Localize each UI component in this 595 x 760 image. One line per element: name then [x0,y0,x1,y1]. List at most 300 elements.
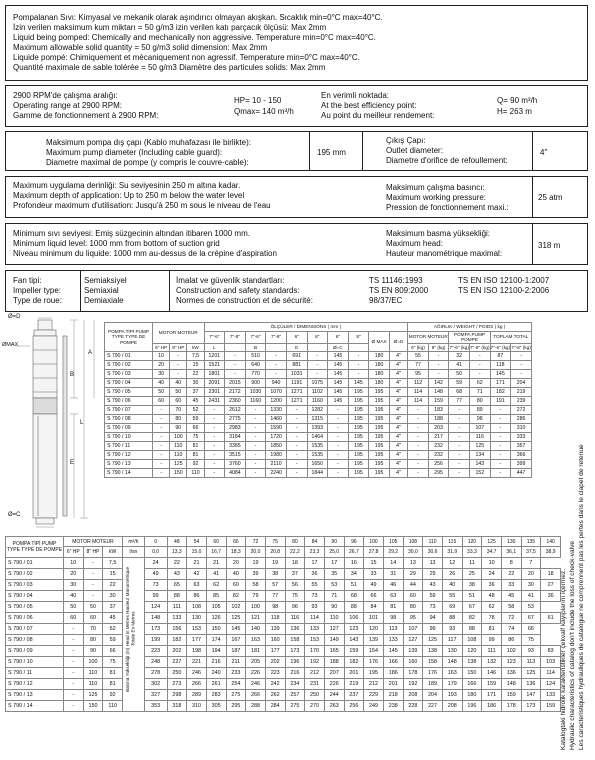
head-value-cell: 22 [167,557,187,568]
dim-letter-1 [225,343,246,352]
head-value-cell: 212 [364,678,384,689]
table-cell: 333 [511,433,532,442]
head-value-cell: 148 [501,678,521,689]
head-value-cell: 44 [403,579,423,590]
head-value-cell: 111 [482,645,502,656]
head-value-cell: 42 [187,568,207,579]
head-value-cell: 187 [226,645,246,656]
table-row [6,612,561,623]
head-value-cell: 139 [265,623,285,634]
table-cell: 195 [348,388,369,397]
head-value-cell: 310 [187,700,207,711]
table-cell: - [328,469,349,478]
head-value-cell: 288 [246,700,266,711]
head-value-cell: 22 [501,568,521,579]
flow-m3h-header: 84 [305,537,325,547]
drawing-l-label: L [80,420,84,426]
table-cell: 145 [328,379,349,388]
table-cell: - [328,406,349,415]
flow-ls-header: 37,5 [521,547,541,557]
head-value-cell: 145 [226,623,246,634]
table-cell: 77 [408,361,429,370]
table-cell: 20 [153,361,170,370]
head-value-cell: 114 [305,612,325,623]
head-value-cell: 90 [324,601,344,612]
motor-cell: 150 [83,700,103,711]
dimensions-table-body [105,352,532,478]
table-cell: 191 [490,397,511,406]
dim-sub-2: 7"-6" [245,331,266,343]
weight-sub-3: 7"-8" (kg) [469,343,490,352]
head-value-cell: 113 [383,623,403,634]
head-value-cell: 20 [521,568,541,579]
head-value-cell: 167 [226,634,246,645]
head-value-cell: 33 [501,579,521,590]
head-value-cell: 73 [305,590,325,601]
table-cell: 4" [389,388,407,397]
head-value-cell: 178 [501,700,521,711]
flow-m3h-header: 54 [187,537,207,547]
table-cell: 203 [428,424,449,433]
head-value-cell: 78 [482,612,502,623]
flow-m3h-header: 90 [324,537,344,547]
head-value-cell: 95 [403,612,423,623]
head-value-cell: 177 [187,634,207,645]
flow-ls-header: 30,0 [403,547,423,557]
table-cell: 4" [389,433,407,442]
head-value-cell: 61 [541,612,561,623]
head-value-cell: 100 [246,601,266,612]
pump-model-cell: S 790 / 13 [6,689,64,700]
head-value-cell: 118 [265,612,285,623]
diameter-value: 195 mm [317,148,346,157]
table-cell: 1315 [307,415,328,424]
table-cell: - [469,370,490,379]
table-cell: - [449,433,470,442]
table-cell: - [348,361,369,370]
flow-m3h-header: 120 [462,537,482,547]
table-cell: - [307,370,328,379]
table-cell: 15 [187,361,204,370]
head-value-cell: 124 [144,601,167,612]
table-cell: 1075 [307,379,328,388]
flow-ls-header: 36,1 [501,547,521,557]
table-row [6,645,561,656]
table-cell: - [245,433,266,442]
head-value-cell: 98 [265,601,285,612]
head-value-cell: 38 [462,579,482,590]
table-cell: - [204,469,225,478]
flow-ls-header: 34,7 [482,547,502,557]
head-value-cell: 62 [206,579,226,590]
motor-cell: 110 [83,678,103,689]
table-cell: - [408,442,429,451]
table-cell: 180 [369,361,390,370]
head-value-cell: 153 [305,634,325,645]
head-value-cell: 221 [187,656,207,667]
table-cell: 195 [369,469,390,478]
motor-cell: - [63,634,83,645]
head-value-cell: 85 [206,590,226,601]
table-cell: - [170,352,187,361]
table-cell: 272 [511,406,532,415]
table-cell: - [153,469,170,478]
table-cell: - [204,415,225,424]
head-value-cell: 171 [482,689,502,700]
table-row [6,634,561,645]
table-cell: 92 [187,460,204,469]
table-cell: 4" [389,352,407,361]
head-value-cell: 71 [324,590,344,601]
pump-model-cell: S 790 / 11 [6,667,64,678]
head-value-cell: 68 [344,590,364,601]
table-row [105,460,532,469]
table-cell: 357 [511,442,532,451]
head-value-cell: 40 [442,579,462,590]
flow-m3h-header: 80 [285,537,305,547]
table-cell: 80 [170,415,187,424]
head-value-cell: 63 [187,579,207,590]
flow-ls-header: 16,7 [206,547,226,557]
table-cell: 30 [187,379,204,388]
table-row [105,388,532,397]
dim-header-total-weight: TOPLAM TOTAL [490,331,531,343]
table-cell: 87 [490,352,511,361]
table-cell: 3184 [225,433,246,442]
head-value-cell: 138 [462,656,482,667]
table-cell: 2775 [225,415,246,424]
table-cell: 188 [428,415,449,424]
motor-cell: 52 [103,623,123,634]
table-cell: - [348,370,369,379]
head-value-cell: 223 [265,667,285,678]
head-value-cell: 86 [187,590,207,601]
pump-model-cell: S 790 / 03 [105,370,153,379]
table-cell: - [266,352,287,361]
head-value-cell: 98 [383,612,403,623]
standard-code-3: 98/37/EC [369,296,403,305]
table-cell: 3385 [225,442,246,451]
table-row [105,451,532,460]
head-value-cell: 59 [423,590,443,601]
head-value-cell: 102 [501,645,521,656]
head-value-cell: 88 [462,623,482,634]
table-cell: - [408,415,429,424]
table-cell: - [153,460,170,469]
motor-cell: 81 [103,667,123,678]
table-cell: - [490,415,511,424]
dim-sub-4: 6" [286,331,307,343]
table-row [105,397,532,406]
table-cell: - [328,433,349,442]
table-cell: - [170,370,187,379]
table-cell: - [266,370,287,379]
table-cell: 145 [328,397,349,406]
table-cell: 142 [428,379,449,388]
table-cell: 180 [369,352,390,361]
table-row [6,700,561,711]
table-cell: - [286,442,307,451]
motor-cell: 10 [63,557,83,568]
table-cell: 90 [170,424,187,433]
head-value-cell: 159 [501,689,521,700]
table-cell: 195 [348,397,369,406]
depth-label-3: Profondeur maximum d'utilisation: Jusqu'à 250 m sous le niveau de l'eau [13,201,271,210]
head-value-cell: 84 [364,601,384,612]
pump-model-cell: S 790 / 07 [6,623,64,634]
table-cell: 195 [369,397,390,406]
dim-header-model: POMPA TİPİ PUMP TYPE TYPE DE POMPE [105,323,153,352]
pump-model-cell: S 790 / 11 [105,442,153,451]
drawing-d-label: Ø=D [8,314,21,320]
flow-m3h-header: 105 [383,537,403,547]
head-value-cell: 94 [423,612,443,623]
table-row [105,469,532,478]
table-cell: - [449,424,470,433]
dim-header-motor-weight: MOTOR MOTEUR [408,331,449,343]
head-value-cell: 182 [167,634,187,645]
head-value-cell: 88 [442,612,462,623]
table-cell: 110 [170,451,187,460]
head-value-cell: 159 [344,645,364,656]
head-value-cell: 19 [265,557,285,568]
table-cell: 1460 [266,415,287,424]
table-cell: - [225,352,246,361]
table-cell: 145 [348,379,369,388]
pump-model-cell: S 790 / 12 [105,451,153,460]
dim-sub-1: 7"-8" [225,331,246,343]
table-cell: 80 [469,397,490,406]
head-value-cell: 199 [144,634,167,645]
head-value-cell: 130 [187,612,207,623]
motor-cell: 90 [83,645,103,656]
best-label-2: At the best efficiency point: [321,101,417,110]
head-value-cell: 133 [305,623,325,634]
drawing-c-label: Ø=C [8,512,21,518]
depth-label-2: Maximum depth of application: Up to 250 m below the water level [13,191,245,200]
table-cell: 2172 [225,388,246,397]
head-value-cell: 192 [403,678,423,689]
weight-sub-0: 6" (kg) [408,343,429,352]
dim-letter-4: E [286,343,307,352]
side-note-tr: Katalogtaki hidrolik karakteristikler çekvalf kayıplarını içermez. [560,568,567,750]
head-value-cell: 226 [324,678,344,689]
pressure-value: 25 atm [538,193,563,202]
table-cell: - [286,433,307,442]
head-value-cell: 283 [206,689,226,700]
head-value-cell: 43 [423,579,443,590]
pressure-label-1: Maksimum çalışma basıncı: [386,183,485,192]
fluid-line-6: Quantité maximale de sable tolérée = 50 g/m3 Diamètre des particules solids: Max 2mm [13,63,326,72]
head-value-cell: 53 [521,601,541,612]
head-value-cell: 192 [305,656,325,667]
table-cell: - [286,415,307,424]
table-cell: 10 [153,352,170,361]
head-value-cell: 194 [206,645,226,656]
head-value-cell: 170 [305,645,325,656]
table-cell: 40 [170,379,187,388]
table-cell: 59 [449,379,470,388]
motor-cell: 110 [103,700,123,711]
table-row [105,379,532,388]
flow-ls-header: 38,9 [541,547,561,557]
standard-code-4: TS EN ISO 12100-1:2007 [458,276,550,285]
head-value-cell: 77 [265,590,285,601]
head-value-cell: 234 [285,678,305,689]
head-value-cell: 39 [246,568,266,579]
head-value-cell: 261 [206,678,226,689]
table-cell: - [490,451,511,460]
head-value-cell: 25 [462,568,482,579]
table-cell: - [328,460,349,469]
dim-header-dimensions: ÖLÇÜLER / DIMENSIONS ( mm ) [204,323,408,332]
table-cell: 2301 [204,388,225,397]
motor-cell: 125 [83,689,103,700]
head-value-cell: 173 [521,700,541,711]
head-value-cell: 103 [541,656,561,667]
flow-m3h-header: 140 [541,537,561,547]
table-cell: 2015 [225,379,246,388]
table-cell: 2110 [266,460,287,469]
table-cell: - [286,451,307,460]
pump-model-cell: S 790 / 03 [6,579,64,590]
head-value-cell: 8 [501,557,521,568]
head-value-cell: 56 [285,579,305,590]
table-cell: 1271 [286,388,307,397]
head-value-cell: 139 [403,645,423,656]
table-cell: 1282 [307,406,328,415]
range-qmax: Qmax= 140 m³/h [234,107,294,116]
head-value-cell: 18 [285,557,305,568]
head-value-cell: 20 [226,557,246,568]
head-value-cell: 254 [226,678,246,689]
head-value-cell: 125 [423,634,443,645]
head-value-cell: 127 [324,623,344,634]
head-value-cell: 36 [482,579,502,590]
flow-m3h-header: 135 [521,537,541,547]
table-row [6,667,561,678]
head-value-cell: 148 [144,612,167,623]
table-cell: 195 [369,415,390,424]
side-note-fr: Les caracteristiques hydrauliques de catalogue ne comprennent pas les pertes dans le clapet de retenue [578,444,585,750]
head-value-cell: 49 [144,568,167,579]
table-cell: 4" [389,415,407,424]
head-value-cell: 37 [285,568,305,579]
table-cell: 1200 [266,397,287,406]
head-value-cell: 14 [383,557,403,568]
table-row [105,433,532,442]
table-cell: 2091 [204,379,225,388]
head-value-cell: 62 [482,601,502,612]
dim-sub-3: 7"-8" [266,331,287,343]
table-cell: 145 [328,388,349,397]
table-cell: 75 [187,433,204,442]
table-cell: 1070 [266,388,287,397]
table-cell: 195 [369,388,390,397]
fluid-line-1: Pompalanan Sıvı: Kimyasal ve mekanik olarak aşındırıcı olmayan akışkan. Sıcaklık min=0°C max=40°C. [13,13,383,22]
motor-cell: - [63,656,83,667]
head-value-cell: 227 [423,700,443,711]
head-value-cell: 275 [285,700,305,711]
table-cell: - [286,406,307,415]
depth-label-1: Maximum uygulama derinliği: Su seviyesinin 250 m altına kadar. [13,181,241,190]
diameter-label-2: Maximum pump diameter (Including cable guard): [46,148,223,157]
table-cell: - [428,352,449,361]
head-value-cell: 17 [305,557,325,568]
table-cell: 195 [348,415,369,424]
head-value-cell: 202 [265,656,285,667]
motor-cell: 70 [83,623,103,634]
table-cell: - [428,370,449,379]
table-cell: - [307,361,328,370]
head-value-cell: 178 [403,667,423,678]
table-cell: 89 [469,406,490,415]
head-value-cell: 51 [462,590,482,601]
motor-cell: 60 [83,612,103,623]
head-value-cell: 205 [246,656,266,667]
range-label-2: Operating range at 2900 RPM: [13,101,122,110]
head-value-cell: 29 [423,568,443,579]
motor-cell: - [83,579,103,590]
table-cell: - [307,352,328,361]
motor-cell: 75 [103,656,123,667]
head-value-cell: 207 [324,667,344,678]
dim-letter-2: B [245,343,266,352]
table-cell: 881 [286,361,307,370]
table-cell: 286 [511,415,532,424]
head-value-cell: 305 [206,700,226,711]
head-value-cell: 88 [167,590,187,601]
motor-cell: 92 [103,689,123,700]
table-cell: - [449,469,470,478]
pressure-label-2: Maximum working pressure: [386,193,487,202]
table-cell: 45 [187,397,204,406]
pump-model-cell: S 790 / 05 [6,601,64,612]
table-row [6,678,561,689]
level-label-3: Niveau minimum du liquide: 1000 mm au-dessus de la crépine d'aspiration [13,249,277,258]
head-value-cell: 105 [206,601,226,612]
motor-cell: - [63,667,83,678]
table-cell: - [408,469,429,478]
head-value-cell: 173 [144,623,167,634]
table-cell: 183 [428,406,449,415]
flow-ls-header: 15,0 [187,547,207,557]
table-cell: 4" [389,397,407,406]
table-cell: 62 [469,379,490,388]
table-cell: 940 [266,379,287,388]
table-cell: 50 [153,388,170,397]
head-value-cell: 289 [187,689,207,700]
motor-cell: 80 [83,634,103,645]
table-cell: 204 [511,379,532,388]
table-cell: - [225,370,246,379]
pump-model-cell: S 790 / 01 [6,557,64,568]
table-cell: 195 [348,424,369,433]
impeller-value-3: Demiaxiale [84,296,124,305]
head-value-cell: 165 [324,645,344,656]
table-cell: 1464 [307,433,328,442]
table-cell: 118 [490,361,511,370]
table-cell: 100 [170,433,187,442]
table-cell: 1030 [245,388,266,397]
table-cell: 114 [408,388,429,397]
table-cell: - [511,370,532,379]
table-cell: 37 [187,388,204,397]
table-cell: 1160 [245,397,266,406]
table-cell: - [225,361,246,370]
table-cell: - [408,451,429,460]
table-cell: 219 [511,388,532,397]
